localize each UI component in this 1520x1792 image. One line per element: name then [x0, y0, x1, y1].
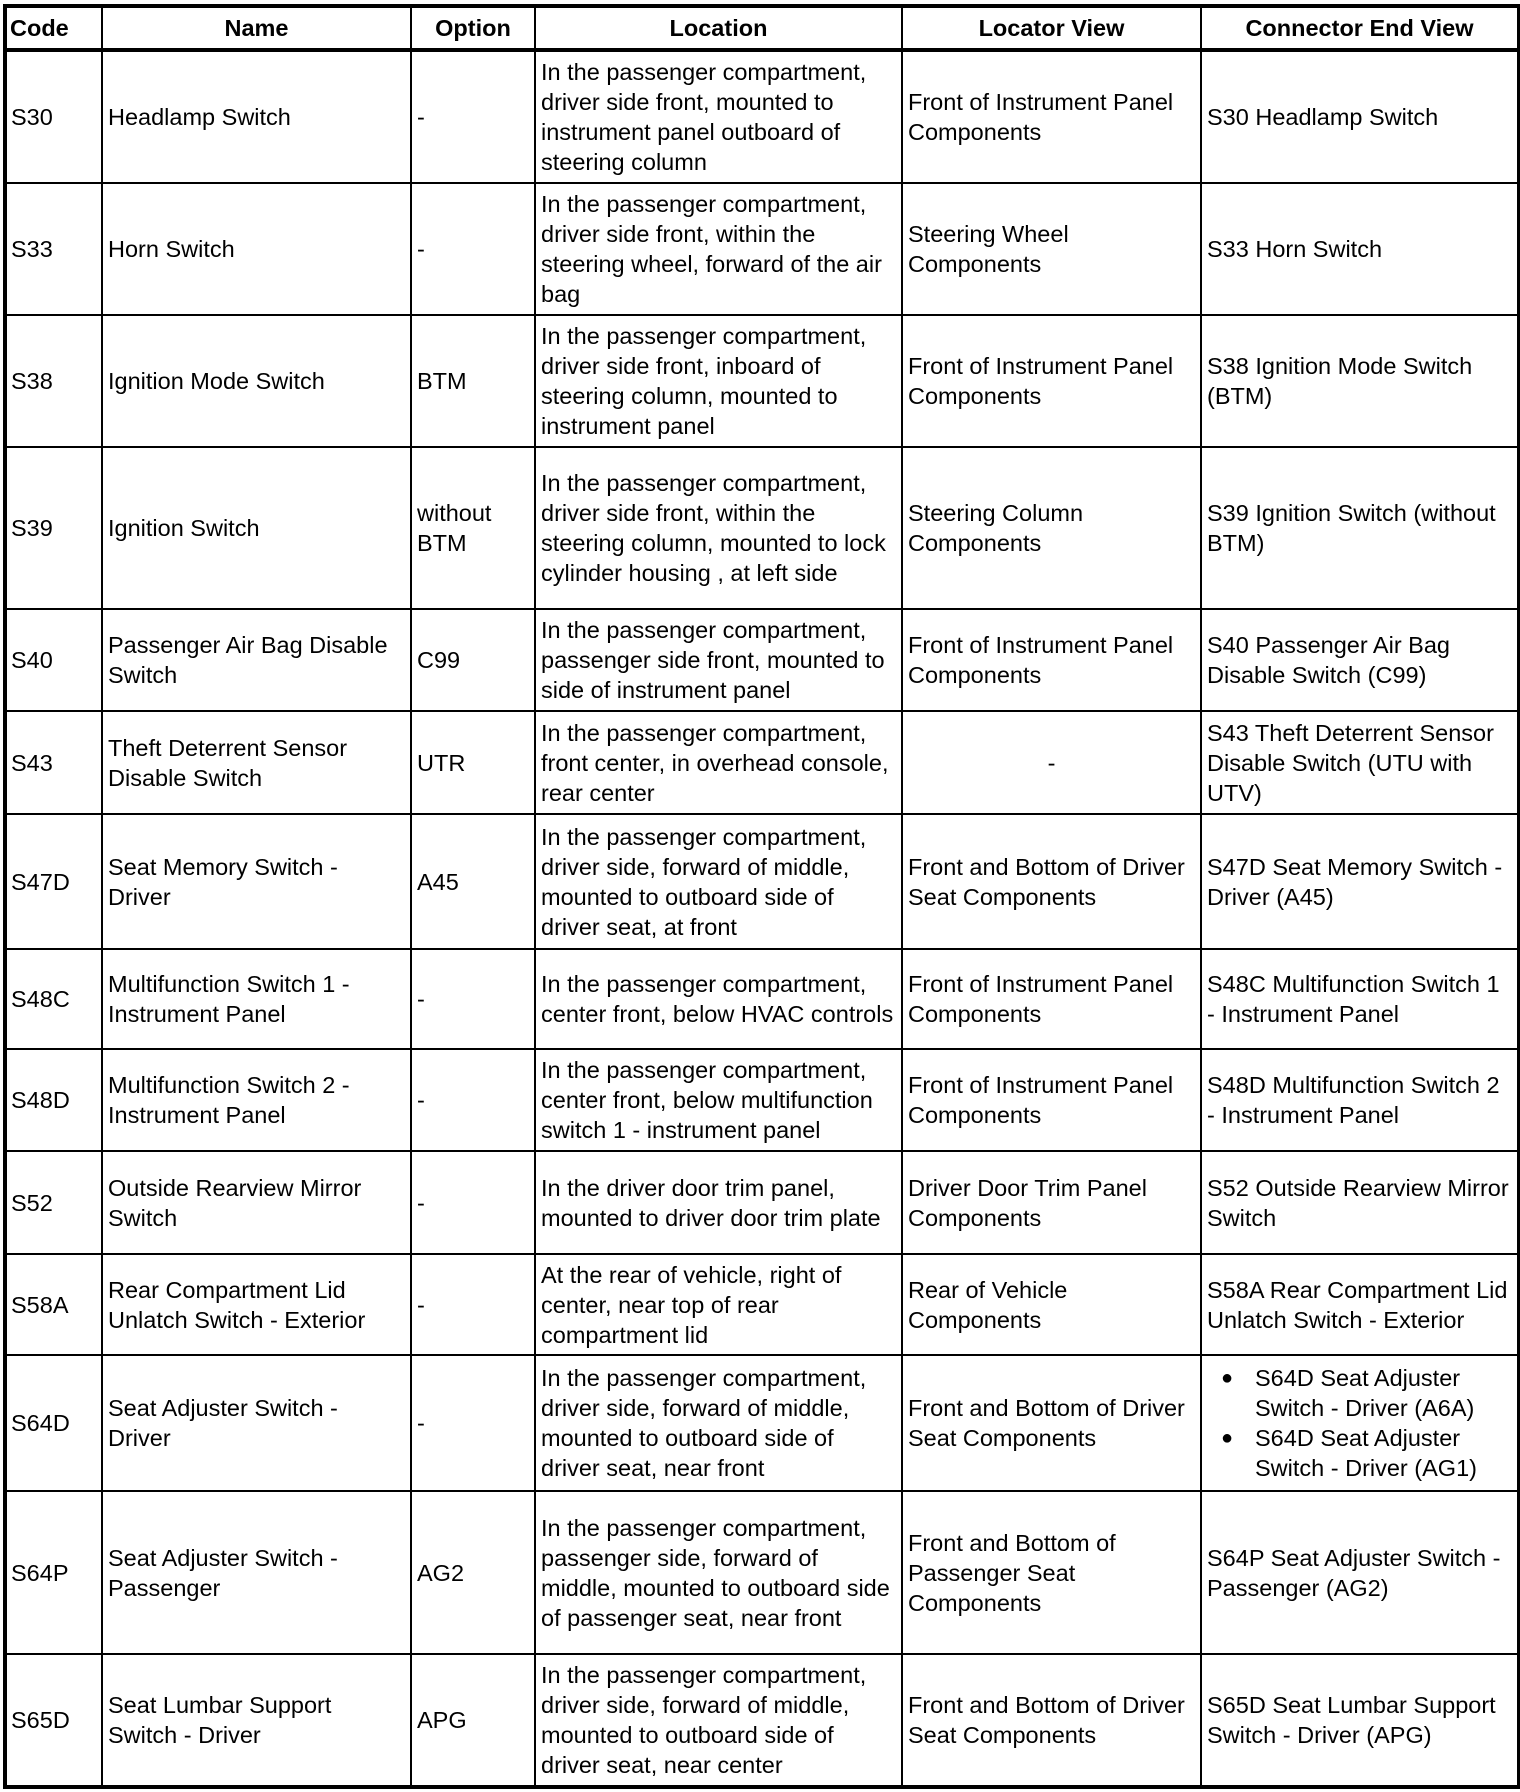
- cell-locator-view: Front of Instrument Panel Components: [902, 50, 1201, 183]
- cell-code: S52: [5, 1151, 102, 1254]
- cell-name: Passenger Air Bag Disable Switch: [102, 609, 411, 711]
- table-row: [5, 1254, 1519, 1355]
- cell-location: In the passenger compartment, driver side front, inboard of steering column, mounted to instrument panel: [535, 315, 902, 447]
- cell-option: APG: [411, 1654, 535, 1787]
- cell-connector-end-view: S64P Seat Adjuster Switch - Passenger (AG2): [1201, 1491, 1519, 1654]
- cell-location: In the driver door trim panel, mounted to driver door trim plate: [535, 1151, 902, 1254]
- cell-locator-view: Front of Instrument Panel Components: [902, 609, 1201, 711]
- cell-locator-view: Front and Bottom of Passenger Seat Components: [902, 1491, 1201, 1654]
- cell-locator-view: Driver Door Trim Panel Components: [902, 1151, 1201, 1254]
- header-location: Location: [535, 6, 902, 50]
- cell-location: In the passenger compartment, driver side front, within the steering wheel, forward of the air bag: [535, 183, 902, 315]
- cell-location: In the passenger compartment, driver side, forward of middle, mounted to outboard side of driver seat, near center: [535, 1654, 902, 1787]
- connector-bullet-list: [1207, 1363, 1512, 1483]
- table-row: [5, 1491, 1519, 1654]
- cell-option: -: [411, 1049, 535, 1151]
- cell-code: S47D: [5, 814, 102, 949]
- cell-locator-view: Front of Instrument Panel Components: [902, 949, 1201, 1049]
- table-row: [5, 447, 1519, 609]
- cell-connector-end-view: S40 Passenger Air Bag Disable Switch (C99): [1201, 609, 1519, 711]
- cell-location: In the passenger compartment, center front, below HVAC controls: [535, 949, 902, 1049]
- bullet-item: ● S64D Seat Adjuster Switch - Driver (A6A): [1255, 1363, 1512, 1423]
- cell-name: Rear Compartment Lid Unlatch Switch - Exterior: [102, 1254, 411, 1355]
- cell-option: without BTM: [411, 447, 535, 609]
- cell-locator-view: Front and Bottom of Driver Seat Components: [902, 1355, 1201, 1491]
- cell-name: Multifunction Switch 2 - Instrument Panel: [102, 1049, 411, 1151]
- cell-name: Ignition Switch: [102, 447, 411, 609]
- cell-code: S30: [5, 50, 102, 183]
- cell-connector-end-view: S30 Headlamp Switch: [1201, 50, 1519, 183]
- cell-code: S38: [5, 315, 102, 447]
- cell-code: S64P: [5, 1491, 102, 1654]
- component-locator-table: [3, 4, 1520, 1789]
- cell-connector-end-view: S48D Multifunction Switch 2 - Instrument Panel: [1201, 1049, 1519, 1151]
- cell-name: Seat Lumbar Support Switch - Driver: [102, 1654, 411, 1787]
- cell-option: BTM: [411, 315, 535, 447]
- cell-code: S40: [5, 609, 102, 711]
- cell-location: In the passenger compartment, passenger side front, mounted to side of instrument panel: [535, 609, 902, 711]
- cell-locator-view: Steering Column Components: [902, 447, 1201, 609]
- cell-connector-end-view: S52 Outside Rearview Mirror Switch: [1201, 1151, 1519, 1254]
- cell-option: -: [411, 1254, 535, 1355]
- cell-option: -: [411, 1355, 535, 1491]
- cell-locator-view: -: [902, 711, 1201, 814]
- cell-name: Seat Adjuster Switch - Driver: [102, 1355, 411, 1491]
- cell-name: Theft Deterrent Sensor Disable Switch: [102, 711, 411, 814]
- cell-option: -: [411, 949, 535, 1049]
- cell-code: S58A: [5, 1254, 102, 1355]
- cell-connector-end-view: S65D Seat Lumbar Support Switch - Driver (APG): [1201, 1654, 1519, 1787]
- table-row: [5, 183, 1519, 315]
- cell-location: In the passenger compartment, driver side front, mounted to instrument panel outboard of steering column: [535, 50, 902, 183]
- cell-locator-view: Front and Bottom of Driver Seat Components: [902, 1654, 1201, 1787]
- cell-option: -: [411, 1151, 535, 1254]
- table-row: [5, 315, 1519, 447]
- cell-location: In the passenger compartment, passenger side, forward of middle, mounted to outboard side of passenger seat, near front: [535, 1491, 902, 1654]
- table-row: [5, 949, 1519, 1049]
- cell-connector-end-view: [1201, 1355, 1519, 1491]
- header-option: Option: [411, 6, 535, 50]
- cell-code: S33: [5, 183, 102, 315]
- cell-connector-end-view: S47D Seat Memory Switch - Driver (A45): [1201, 814, 1519, 949]
- cell-locator-view: Front of Instrument Panel Components: [902, 315, 1201, 447]
- table-row: [5, 1151, 1519, 1254]
- cell-connector-end-view: S33 Horn Switch: [1201, 183, 1519, 315]
- cell-name: Seat Adjuster Switch - Passenger: [102, 1491, 411, 1654]
- cell-code: S64D: [5, 1355, 102, 1491]
- cell-option: UTR: [411, 711, 535, 814]
- table-row: [5, 1355, 1519, 1491]
- cell-name: Headlamp Switch: [102, 50, 411, 183]
- bullet-item: ● S64D Seat Adjuster Switch - Driver (AG1): [1255, 1423, 1512, 1483]
- cell-name: Seat Memory Switch - Driver: [102, 814, 411, 949]
- header-code: Code: [5, 6, 102, 50]
- cell-location: At the rear of vehicle, right of center, near top of rear compartment lid: [535, 1254, 902, 1355]
- cell-code: S65D: [5, 1654, 102, 1787]
- header-locator-view: Locator View: [902, 6, 1201, 50]
- cell-locator-view: Front of Instrument Panel Components: [902, 1049, 1201, 1151]
- cell-location: In the passenger compartment, driver side, forward of middle, mounted to outboard side of driver seat, near front: [535, 1355, 902, 1491]
- cell-name: Horn Switch: [102, 183, 411, 315]
- cell-code: S39: [5, 447, 102, 609]
- cell-locator-view: Front and Bottom of Driver Seat Components: [902, 814, 1201, 949]
- cell-name: Outside Rearview Mirror Switch: [102, 1151, 411, 1254]
- cell-option: A45: [411, 814, 535, 949]
- table-row: [5, 50, 1519, 183]
- table-row: [5, 711, 1519, 814]
- cell-location: In the passenger compartment, driver side front, within the steering column, mounted to lock cylinder housing , at left side: [535, 447, 902, 609]
- cell-code: S43: [5, 711, 102, 814]
- cell-connector-end-view: S43 Theft Deterrent Sensor Disable Switch (UTU with UTV): [1201, 711, 1519, 814]
- header-row: [5, 6, 1519, 50]
- header-name: Name: [102, 6, 411, 50]
- table-row: [5, 814, 1519, 949]
- cell-locator-view: Rear of Vehicle Components: [902, 1254, 1201, 1355]
- cell-option: -: [411, 50, 535, 183]
- cell-connector-end-view: S48C Multifunction Switch 1 - Instrument Panel: [1201, 949, 1519, 1049]
- cell-connector-end-view: S38 Ignition Mode Switch (BTM): [1201, 315, 1519, 447]
- cell-location: In the passenger compartment, center front, below multifunction switch 1 - instrument panel: [535, 1049, 902, 1151]
- cell-name: Ignition Mode Switch: [102, 315, 411, 447]
- header-connector-end-view: Connector End View: [1201, 6, 1519, 50]
- cell-location: In the passenger compartment, front center, in overhead console, rear center: [535, 711, 902, 814]
- cell-option: -: [411, 183, 535, 315]
- cell-name: Multifunction Switch 1 - Instrument Panel: [102, 949, 411, 1049]
- table-row: [5, 1049, 1519, 1151]
- cell-locator-view: Steering Wheel Components: [902, 183, 1201, 315]
- table-row: [5, 609, 1519, 711]
- cell-option: AG2: [411, 1491, 535, 1654]
- table-row: [5, 1654, 1519, 1787]
- cell-code: S48D: [5, 1049, 102, 1151]
- cell-option: C99: [411, 609, 535, 711]
- cell-location: In the passenger compartment, driver side, forward of middle, mounted to outboard side of driver seat, at front: [535, 814, 902, 949]
- cell-connector-end-view: S39 Ignition Switch (without BTM): [1201, 447, 1519, 609]
- cell-connector-end-view: S58A Rear Compartment Lid Unlatch Switch - Exterior: [1201, 1254, 1519, 1355]
- cell-code: S48C: [5, 949, 102, 1049]
